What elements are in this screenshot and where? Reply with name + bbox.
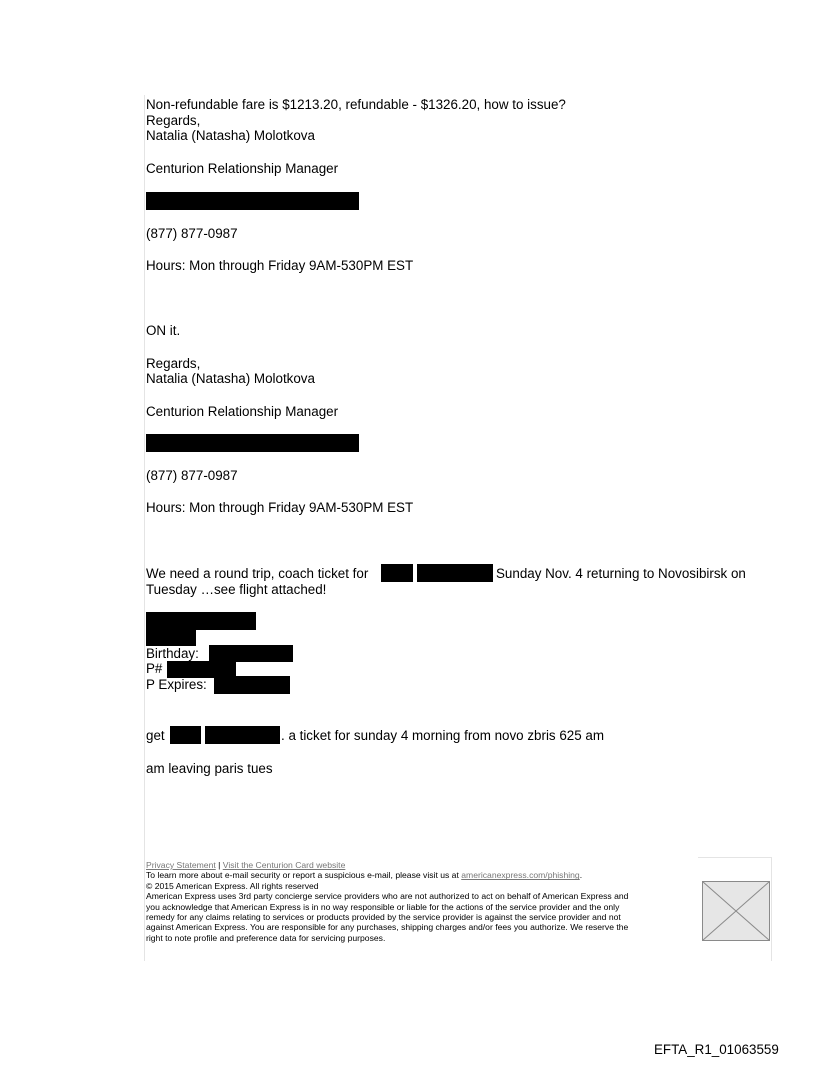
copyright-text: © 2015 American Express. All rights reserved — [146, 880, 319, 891]
passport-expires-label: P Expires: — [146, 677, 207, 692]
redaction-block — [170, 726, 201, 744]
phishing-link[interactable]: americanexpress.com/phishing — [461, 870, 580, 881]
footer-rule — [698, 857, 771, 858]
redaction-block — [146, 612, 256, 630]
disclaimer-line: against American Express. You are responsible for any purchases, shipping charges and/or fees you authorize. We reserve the — [146, 922, 629, 933]
footer-border-line — [771, 857, 772, 961]
document-id: EFTA_R1_01063559 — [654, 1042, 779, 1057]
hours-text: Hours: Mon through Friday 9AM-530PM EST — [146, 258, 414, 273]
security-text: To learn more about e-mail security or report a suspicious e-mail, please visit us at — [146, 870, 462, 881]
message-on-it: ON it. — [146, 323, 181, 338]
redaction-block — [205, 726, 280, 744]
redaction-block — [146, 434, 359, 452]
privacy-statement-link[interactable]: Privacy Statement — [146, 860, 216, 870]
redaction-block — [146, 192, 359, 210]
sender-name: Natalia (Natasha) Molotkova — [146, 371, 315, 386]
disclaimer-line: you acknowledge that American Express is in no way responsible or liable for the actions of the service provider and the only — [146, 901, 620, 912]
missing-image-placeholder-icon — [702, 881, 770, 941]
link-separator: | — [215, 860, 223, 870]
email-footer — [146, 860, 698, 943]
quote-border-line — [144, 95, 145, 961]
redaction-block — [417, 564, 493, 582]
centurion-website-link[interactable]: Visit the Centurion Card website — [222, 860, 346, 870]
regards-text: Regards, — [146, 113, 201, 128]
redaction-block — [209, 645, 293, 662]
passport-label: P# — [146, 661, 163, 676]
birthday-label: Birthday: — [146, 646, 199, 661]
phone-number: (877) 877-0987 — [146, 226, 238, 241]
disclaimer-line: remedy for any claims relating to services or products provided by the service provider is against the service provider and not — [146, 912, 621, 923]
message-round-trip-end: Sunday Nov. 4 returning to Novosibirsk on — [496, 566, 746, 581]
disclaimer-line: right to note profile and preference data for servicing purposes. — [146, 932, 386, 943]
sender-name: Natalia (Natasha) Molotkova — [146, 128, 315, 143]
disclaimer-line: American Express uses 3rd party concierge service providers who are not authorized to act on behalf of American Express and — [146, 891, 629, 902]
hours-text: Hours: Mon through Friday 9AM-530PM EST — [146, 500, 414, 515]
message-round-trip-start: We need a round trip, coach ticket for — [146, 566, 369, 581]
message-round-trip-line2: Tuesday …see flight attached! — [146, 582, 327, 597]
message-ticket-request: . a ticket for sunday 4 morning from novo zbris 625 am — [281, 728, 605, 743]
message-get: get — [146, 728, 165, 743]
redaction-block — [214, 676, 290, 694]
redaction-block — [146, 630, 196, 646]
period: . — [579, 870, 583, 881]
redaction-block — [381, 564, 413, 582]
message-leaving-paris: am leaving paris tues — [146, 761, 273, 776]
sender-title: Centurion Relationship Manager — [146, 161, 339, 176]
phone-number: (877) 877-0987 — [146, 468, 238, 483]
message-fare-text: Non-refundable fare is $1213.20, refundable - $1326.20, how to issue? — [146, 97, 566, 112]
regards-text: Regards, — [146, 356, 201, 371]
sender-title: Centurion Relationship Manager — [146, 404, 339, 419]
